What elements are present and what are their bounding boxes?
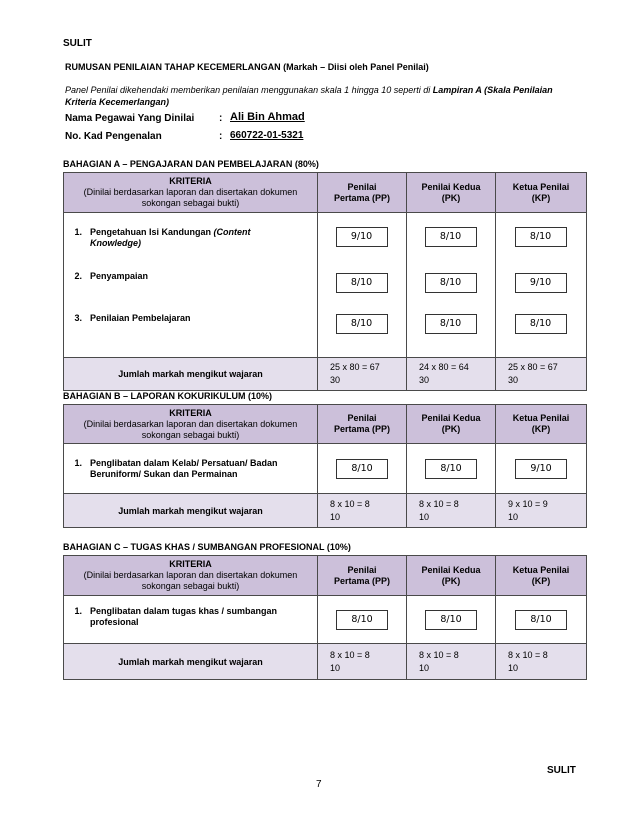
score-box-wrap (495, 273, 586, 293)
pp-header: Penilai Pertama (PP) (318, 173, 407, 213)
criteria-number: 2. (74, 271, 82, 281)
section-c-criteria-cell (64, 596, 318, 644)
pp-header: Penilai Pertama (PP) (318, 405, 407, 444)
section-b-criteria-cell (64, 444, 318, 494)
score-box-b1-pk: 8/10 (425, 459, 477, 479)
employee-name-value: Ali Bin Ahmad (230, 111, 305, 123)
section-c-total-kp: 8 x 10 = 8 10 (496, 644, 587, 680)
instruction-plain: Panel Penilai dikehendaki memberikan penilaian menggunakan skala 1 hingga 10 seperti di (65, 85, 433, 95)
criteria-number: 1. (74, 458, 82, 468)
pk-header: Penilai Kedua (PK) (407, 173, 496, 213)
employee-ic-value: 660722-01-5321 (230, 130, 304, 141)
kp-header: Ketua Penilai (KP) (496, 405, 587, 444)
employee-ic-label: No. Kad Pengenalan (65, 131, 162, 142)
score-box-wrap (495, 314, 586, 334)
page-number: 7 (316, 779, 322, 790)
pk-score-cell (407, 444, 496, 494)
section-a-total-pk: 24 x 80 = 64 30 (407, 358, 496, 391)
criteria-label: Penglibatan dalam Kelab/ Persatuan/ Badan Beruniform/ Sukan dan Permainan (90, 458, 278, 479)
kp-score-cell (496, 596, 587, 644)
score-box-a3-kp: 8/10 (515, 314, 567, 334)
kriteria-subtitle: (Dinilai berdasarkan laporan dan disertakan dokumen sokongan sebagai bukti) (83, 187, 298, 208)
section-a-total-kp: 25 x 80 = 67 30 (496, 358, 587, 391)
criteria-label: Penilaian Pembelajaran (90, 313, 191, 323)
pp-score-cell (318, 596, 407, 644)
score-box-wrap (317, 314, 406, 334)
section-c-header-row (64, 556, 587, 596)
section-a-criteria-cell (64, 213, 318, 358)
kp-score-cell (496, 444, 587, 494)
section-b-total-label: Jumlah markah mengikut wajaran (64, 494, 318, 528)
score-box-a1-pk: 8/10 (425, 227, 477, 247)
section-a-header-row (64, 173, 587, 213)
kriteria-title: KRITERIA (169, 559, 212, 569)
kp-header: Ketua Penilai (KP) (496, 173, 587, 213)
header-classification: SULIT (63, 38, 92, 49)
score-box-a1-kp: 8/10 (515, 227, 567, 247)
section-c-total-row (64, 644, 587, 680)
section-b-total-pp: 8 x 10 = 8 10 (318, 494, 407, 528)
section-b-header-row (64, 405, 587, 444)
section-a-total-pp: 25 x 80 = 67 30 (318, 358, 407, 391)
score-box-a2-pp: 8/10 (336, 273, 388, 293)
section-b-items-row (64, 444, 587, 494)
section-a-total-row (64, 358, 587, 391)
score-box-wrap (495, 227, 586, 247)
instruction-text (65, 84, 585, 108)
score-box-b1-pp: 8/10 (336, 459, 388, 479)
section-b-total-pk: 8 x 10 = 8 10 (407, 494, 496, 528)
criteria-number: 3. (74, 313, 82, 323)
employee-name-colon: : (219, 113, 223, 124)
criteria-item (64, 271, 317, 313)
section-a-title: BAHAGIAN A – PENGAJARAN DAN PEMBELAJARAN (80%) (63, 159, 319, 169)
score-box-b1-kp: 9/10 (515, 459, 567, 479)
kriteria-header (64, 173, 318, 213)
instruction-bold: Lampiran A (Skala Penilaian Kriteria Kecemerlangan) (65, 85, 553, 107)
criteria-item (64, 313, 317, 324)
employee-name-label: Nama Pegawai Yang Dinilai (65, 113, 195, 124)
section-c-total-label: Jumlah markah mengikut wajaran (64, 644, 318, 680)
section-c-title: BAHAGIAN C – TUGAS KHAS / SUMBANGAN PROFESIONAL (10%) (63, 542, 351, 552)
section-b-table (63, 404, 587, 528)
section-c-items-row (64, 596, 587, 644)
section-c-table (63, 555, 587, 680)
section-a-total-label: Jumlah markah mengikut wajaran (64, 358, 318, 391)
criteria-item (64, 227, 317, 271)
score-box-a1-pp: 9/10 (336, 227, 388, 247)
score-box-wrap (406, 227, 495, 247)
kriteria-title: KRITERIA (169, 176, 212, 186)
pk-header: Penilai Kedua (PK) (407, 405, 496, 444)
section-b-total-kp: 9 x 10 = 9 10 (496, 494, 587, 528)
score-box-wrap (317, 227, 406, 247)
score-box-a2-pk: 8/10 (425, 273, 477, 293)
score-box-a2-kp: 9/10 (515, 273, 567, 293)
score-box-c1-pp: 8/10 (336, 610, 388, 630)
section-b-title: BAHAGIAN B – LAPORAN KOKURIKULUM (10%) (63, 391, 273, 401)
score-box-c1-pk: 8/10 (425, 610, 477, 630)
kriteria-subtitle: (Dinilai berdasarkan laporan dan disertakan dokumen sokongan sebagai bukti) (83, 418, 298, 440)
section-c-total-pp: 8 x 10 = 8 10 (318, 644, 407, 680)
score-box-c1-kp: 8/10 (515, 610, 567, 630)
score-box-a3-pk: 8/10 (425, 314, 477, 334)
kp-header: Ketua Penilai (KP) (496, 556, 587, 596)
criteria-item (64, 606, 317, 628)
criteria-label: Pengetahuan Isi Kandungan (90, 227, 214, 237)
form-title: RUMUSAN PENILAIAN TAHAP KECEMERLANGAN (Markah – Diisi oleh Panel Penilai) (65, 62, 429, 72)
pk-header: Penilai Kedua (PK) (407, 556, 496, 596)
score-box-wrap (406, 273, 495, 293)
section-c-total-pk: 8 x 10 = 8 10 (407, 644, 496, 680)
pp-header: Penilai Pertama (PP) (318, 556, 407, 596)
criteria-label: Penglibatan dalam tugas khas / sumbangan profesional (90, 606, 278, 627)
pk-score-cell (407, 596, 496, 644)
pp-score-cell (318, 444, 407, 494)
score-box-wrap (317, 273, 406, 293)
score-box-wrap (406, 314, 495, 334)
criteria-label-italic: (Content Knowledge) (90, 227, 251, 248)
criteria-number: 1. (74, 606, 82, 616)
score-box-a3-pp: 8/10 (336, 314, 388, 334)
criteria-item (64, 458, 317, 480)
kriteria-header (64, 556, 318, 596)
criteria-number: 1. (74, 227, 82, 237)
kriteria-subtitle: (Dinilai berdasarkan laporan dan disertakan dokumen sokongan sebagai bukti) (83, 570, 298, 591)
footer-classification: SULIT (547, 765, 576, 776)
section-b-total-row (64, 494, 587, 528)
criteria-label: Penyampaian (90, 271, 149, 281)
kriteria-header (64, 405, 318, 444)
employee-ic-colon: : (219, 131, 223, 142)
kriteria-title: KRITERIA (169, 407, 212, 418)
